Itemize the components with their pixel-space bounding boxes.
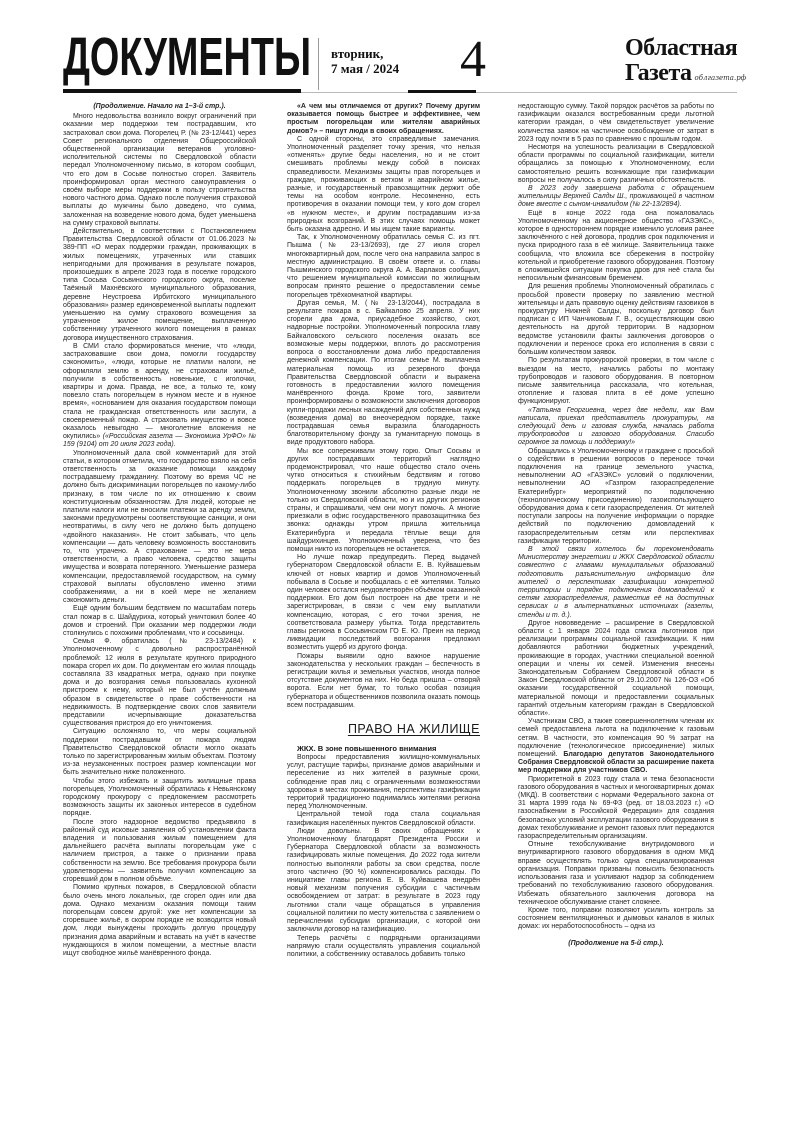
paragraph: Действительно, в соответствии с Постановлением Правительства Свердловской области от 01.06.2023 № 389-ПП «О мерах поддержки граждан, проживающих в жилых помещениях, утраченных или ставших непригодными для проживания в результате пожаров, произошедших в апреле 2023 года в поселке городского типа Сосьва Сосьвинского городского округа, поселке Таёжный Махнёвского муниципального образования, деревне Неустроева Ирбитского муниципального образования» размер единовременной выплаты подлежит уменьшению на сумму страхового возмещения за утраченное жилое помещение, выплаченную собственнику утраченного жилого помещения в рамках договора имущественного страхования. — [63, 228, 256, 342]
header-divider — [318, 38, 319, 90]
paragraph — [518, 718, 714, 775]
paragraph: С одной стороны, это справедливые замечания. Уполномоченный разделяет точку зрения, что нельзя «отменять» другие беды населения, но и не стоит смешивать проблемы между собой в поисках справедливости. Механизмы защиты прав погорельцев и граждан, проживающих в ветхом и аварийном жилье, разные, и государственный правозащитник держит обе темы на особом контроле. Несомненно, есть противоречия в оказании помощи тем, у кого дом сгорел «в нужном месте», и другим пострадавшим из-за природных возгораний. В этих случаях помощь может быть оказана адресно. И мы ищем такие варианты. — [287, 135, 480, 234]
issue-date — [331, 46, 399, 76]
masthead-title: ДОКУМЕНТЫ — [63, 27, 311, 87]
paragraph: Другая семья, М. (№ 23-13/2044), пострадала в результате пожара в с. Байкалово 25 апреля. У них сгорели два дома, приусадебное хозяйство, скот, надворные постройки. Уполномоченный попросила главу Байкаловского сельского поселения оказать все возможные меры поддержки, вплоть до рассмотрения вопроса о восстановлении дома либо предоставления денежной компенсации. По итогам семье М. выплачена материальная помощь из резервного фонда Правительства Свердловской области и выражена готовность в предоставлении жилого помещения манёвренного фонда. Кроме того, заявители проинформированы о возможности заключения договоров купли-продажи лесных насаждений для собственных нужд (возведения дома) во внеочередном порядке, также пострадавшая семья выразила благодарность благотворительному фонду за гуманитарную помощь в виде продуктового набора. — [287, 299, 480, 447]
article-subheading: ЖКХ. В зоне повышенного внимания — [297, 744, 437, 754]
text-run: В СМИ стало формироваться мнение, что «люди, застраховавшие свои дома, помогли государству сэкономить», «люди, которые не платили налоги, не оформляли землю в аренду, не страховали жильё, получили в собственность новенькие, с иголочки, квартиры и дома. Правда, не все, а только те, кому повезло стать погорельцем в нужном месте и в нужное время», «основанием для оказания государством помощи стала не гражданская ответственность или заслуги, а своевременный пожар. А страховать имущество и вовсе оказалось невыгодно — многолетние вложения не окупились» — [63, 342, 256, 441]
paragraph: Люди довольны. В своих обращениях к Уполномоченному благодарят Президента России и Губернатора Свердловской области за возможность газифицировать жилые помещения. До 2022 года жители полностью выполняли работы за свои средства, после этого частично (90 %) компенсировались расходы. По инициативе главы региона Е. В. Куйвашева внедрён новый механизм получения субсидии с частичным освобождением от затрат: в результате в 2023 году льготники стали чаще обращаться в управления социальной политики по месту жительства с заявлением о перечислении субсидии организации, с которой они заключили договор на газификацию. — [287, 827, 480, 934]
paragraph: Обращались к Уполномоченному и граждане с просьбой о содействии в решении вопросов о переносе точки подключения на границе земельного участка, невыполнении АО «ГАЗЭКС» условий о подключении, невыполнении АО «Газпром газораспределение Екатеринбург» мероприятий по подключению (технологическому присоединению) газоиспользующего оборудования дома к сети газораспределения. От жителей поступали запросы на получение информации о порядке действий по подключению домовладений к газораспределительным сетям или перспективах газификации территории. — [518, 447, 714, 545]
page-number: 4 — [460, 31, 486, 88]
paragraph: Для решения проблемы Уполномоченный обратилась с просьбой провести проверку по заявлению местной жительницы и дать правовую оценку действиям газовиков в прокуратуру Нижней Салды, поскольку договор был подписан с ИП Чанчиковым Г. В., осуществляющим свою деятельность на другой территории. В надзорном ведомстве установили факты заключения договоров о подключении и переносе срока его исполнения в связи с большим количеством заявок. — [518, 283, 714, 357]
paragraph: В 2023 году завершена работа с обращением жительницы Верхней Салды Ш., проживающей в частном доме вместе с сыном-инвалидом (№ 22-13/2894). — [518, 185, 714, 209]
paragraph: Центральной темой года стала социальная газификация населённых пунктов Свердловской области. — [287, 811, 480, 827]
text-run: Участникам СВО, а также совершеннолетним членам их семей предоставлена льгота на подключение к газовым сетям. В частности, это компенсация 90 % затрат на подключение (технологическое присоединение) жилых помещений. — [518, 718, 714, 759]
logo-line1: Областная — [625, 35, 738, 61]
text-run: Благодарю депутатов Законодательного Собрания Свердловской области за расширение пакета мер поддержки для участников СВО. — [518, 751, 714, 775]
text-run: («Российская газета — Экономика УрФО» № 159 (9104) от 20 июля 2023 года). — [63, 433, 256, 449]
logo-site-url: облгазета.рф — [694, 74, 747, 82]
page-number-underline — [408, 90, 476, 93]
paragraph: Кроме того, поправки позволяют усилить контроль за состоянием вентиляционных и дымовых каналов в жилых домах: их неработоспособность – одна из — [518, 906, 714, 931]
paragraph: Ситуацию осложняло то, что меры социальной поддержки пострадавшим от пожара людям Правительство Свердловской области могло оказать только по зарегистрированным жилым объектам. Поэтому из-за неузаконенных построек размер компенсации мог быть значительно ниже положенного. — [63, 728, 256, 777]
newspaper-logo — [625, 35, 747, 91]
paragraph: Несмотря на успешность реализации в Свердловской области программы по социальной газификации, жители обращались за помощью к Уполномоченному, если самостоятельно решить возникающие при газификации вопросы не получалось в силу различных обстоятельств. — [518, 144, 714, 184]
paragraph: Ещё в конце 2022 года она пожаловалась Уполномоченному на акционерное общество «ГАЗЭКС», которое в одностороннем порядке изменило условия ранее заключённого с ней договора, продлив срок подключения и пуска природного газа в её жилище. Заявительница также сообщила, что вложила все сбережения в постройку котельной и приобретение газового оборудования. Поэтому в сложившейся ситуации покупка дров для неё стала бы непосильным финансовым бременем. — [518, 209, 714, 283]
paragraph: Мы все сопереживали этому горю. Опыт Сосьвы и других пострадавших территорий наглядно продемонстрировал, что наше общество стало очень чутко относиться к стихийным бедствиям и готово поддержать погорельцев в трудную минуту. Уполномоченному звонили абсолютно разные люди не только из Свердловской области, но и из других регионов страны, и спрашивали, чем они могут помочь. А многие приезжали в офис государственного правозащитника без звонка: однажды утром пришла жительница Екатеринбурга и передала тёплые вещи для шайдурихинцев. Уполномоченный уверена, что без помощи никто из погорельцев не останется. — [287, 447, 480, 553]
paragraph: Много недовольства возникло вокруг ограничений при оказании мер поддержки тем пострадавшим, кто застраховал свои дома. Погорелец Р. (№ 23-12/441) через Совет регионального отделения Общероссийской общественной организации ветеранов уголовно-исполнительной системы по Свердловской области передал Уполномоченному письмо, в котором сообщил, что его дом в Сосьве полностью сгорел. Заявитель проинформировал орган местного самоуправления о своём выборе меры поддержки в пользу строительства нового частного дома. Однако после получения страховой выплаты до мужчины было доведено, что сумма, заложенная на возведение нового дома, будет уменьшена на сумму страховой выплаты. — [63, 113, 256, 227]
issue-weekday: вторник, — [331, 46, 384, 61]
paragraph: Чтобы этого избежать и защитить жилищные права погорельцев, Уполномоченный обратилась к Невьянскому городскому прокурору с предложением рассмотреть возможность защиты их законных интересов в судебном порядке. — [63, 777, 256, 818]
page-header — [63, 26, 747, 92]
paragraph: Вопросы предоставления жилищно-коммунальных услуг, растущие тарифы, признание домов аварийными и переселение из них жителей в разумные сроки, соблюдение прав лиц с ограниченными возможностями здоровья в местах проживания, перспективы газификации территорий традиционно поднимались жителями региона перед Уполномоченным. — [287, 754, 480, 811]
continuation-note-top: (Продолжение. Начало на 1–3-й стр.). — [93, 103, 226, 110]
paragraph: Уполномоченный дала свой комментарий для этой статьи, в котором отметила, что государство взяло на себя ответственность за оказание помощи каждому пострадавшему гражданину. Поэтому во время ЧС не должно быть дискриминации погорельцев по какому-либо признаку, в том числе по их отношению к своим конституционным обязанностям. Для людей, которые не платили налоги или не вносили платежи за аренду земли, законами предусмотрены соответствующие санкции, и они неотвратимы, в силу чего не должно быть допущено «двойного наказания». Не стоит забывать, что цель компенсации — дать человеку возможность восстановить то, что утрачено. А страхование — это не мера ответственности, а право человека, средство защиты имущества и возврата потерянного. Уменьшение размера компенсации, предоставляемой государством, на сумму страховой выплаты обусловлено именно этими соображениями, а ни в коей мере не желанием сэкономить деньги. — [63, 449, 256, 605]
paragraph: После этого надзорное ведомство предъявило в районный суд исковые заявления об установлении факта владения и пользования жилым помещением для дальнейшего расчёта выплаты погорельцам уже с наличием пристроя, а также о признании права собственности на землю. Все требования прокурора были удовлетворены — заявитель получил компенсацию за сгоревший дом в полном объёме. — [63, 818, 256, 884]
paragraph: Приоритетной в 2023 году стала и тема безопасности газового оборудования в частных и многоквартирных домах (МКД). В соответствии с нормами Федерального закона от 31 марта 1999 года № 69-ФЗ (ред. от 18.03.2023 г.) «О газоснабжении в Российской Федерации» для создания безопасных условий эксплуатации газового оборудования в домах техобслуживание и ремонт газовых плит передаются газораспределительным организациям. — [518, 775, 714, 841]
paragraph: Отныне техобслуживание внутридомового и внутриквартирного газового оборудования в одном МКД вправе осуществлять только одна специализированная организация. Поправки призваны повысить безопасность использования газа и усиливают надзор за соблюдением требований по техобслуживанию газового оборудования. Избежать обязательного заключения договора на техническое обслуживание станет сложнее. — [518, 841, 714, 906]
issue-date-value: 7 мая / 2024 — [331, 61, 400, 76]
paragraph: Ещё одним большим бедствием по масштабам потерь стал пожар в с. Шайдуриха, который уничтожил более 40 домов и строений. При оказании мер поддержки люди столкнулись с похожими проблемами, что и сосьвинцы. — [63, 605, 256, 637]
column-1 — [63, 103, 256, 959]
paragraph: В этой связи хотелось бы порекомендовать Министерству энергетики и ЖКХ Свердловской области совместно с главами муниципальных образований подготовить разъяснительную информацию для жителей о перспективах газификации конкретной территории и порядке подключения домовладений к сетям газораспределения, разместив её на доступных сервисах и в альтернативных источниках (газеты, стенды и т. д.). — [518, 545, 714, 619]
paragraph: Другое нововведение – расширение в Свердловской области с 1 января 2024 года списка льготников при реализации программы социальной газификации. К ним добавляются работники бюджетных учреждений, проживающие в городах, участники специальной военной операции и члены их семей. Изменения внесены Законодательным Собранием Свердловской области в Закон Свердловской области от 29.10.2007 № 126-ОЗ «Об оказании государственной социальной помощи, материальной помощи и предоставлении социальных гарантий отдельным категориям граждан в Свердловской области». — [518, 619, 714, 718]
paragraph: недостающую сумму. Такой порядок расчётов за работы по газификации оказался востребованным среди льготной категории граждан, о чём свидетельствует увеличение количества заявок на частичное освобождение от затрат в 2023 году почти в 5 раз по сравнению с прошлым годом. — [518, 103, 714, 143]
paragraph: Пожары выявили одно важное нарушение законодательства у нескольких граждан – беспечность в регистрации жилья и земельных участков, иногда полное отсутствие документов на них. Но беда пришла – отворяй ворота. Если нет бумаг, то только особая позиция губернатора и общественников позволила оказать помощь всем пострадавшим. — [287, 652, 480, 709]
column-3 — [518, 103, 714, 959]
paragraph: По результатам прокурорской проверки, в том числе с выездом на место, начались работы по монтажу трубопроводов и газового оборудования. В повторном письме заявительница рассказала, что котельная, отопление и газовая плита в её доме успешно функционируют. — [518, 357, 714, 406]
masthead-underline — [63, 89, 301, 93]
column-2 — [287, 103, 480, 959]
article-body — [63, 103, 737, 959]
paragraph: Помимо крупных пожаров, в Свердловской области было очень много локальных, где сгорел один или два дома. Однако механизм оказания помощи таким погорельцам совсем другой: уже нет компенсации за сгоревшее жильё, в скором порядке не возводится новый дом, люди вынуждены проходить долгую процедуру признания дома аварийным и вставать на учёт в качестве нуждающихся в жилом помещении, а местные власти ищут свободное жильё манёвренного фонда. — [63, 884, 256, 957]
paragraph: Семья Ф. обратилась (№ 23-13/2484) к Уполномоченному с довольно распространённой проблемой: 12 июля в результате крупного природного пожара сгорел их дом. По документам его жилая площадь составляла 33 квадратных метра, однако при покупке дома и до возгорания семья пользовалась кухонной пристроем к нему, который не был учтён должным образом в свидетельстве о праве собственности на недвижимость. В подтверждение своих слов заявители представили исчерпывающие доказательства существования пристроя до его уничтожения. — [63, 638, 256, 728]
section-heading: ПРАВО НА ЖИЛИЩЕ — [347, 722, 480, 737]
paragraph: Так, к Уполномоченному обратилась семья С. из пгт. Пышма (№ 23-13/2693), где 27 июля сгорел многоквартирный дом, после чего она направила запрос в местную администрацию. В своём ответе и. о. главы Пышминского городского округа А. А. Варлаков сообщил, что решением муниципальной комиссии по жилищным вопросам принято решение о предоставлении семье погорельцев трёхкомнатной квартиры. — [287, 234, 480, 299]
logo-line2: Газета облгазета.рф — [625, 60, 747, 86]
paragraph: Теперь расчёты с подрядными организациями напрямую стали осуществлять управления социальной политики, а собственнику оставалось добавить только — [287, 934, 480, 958]
paragraph: «Татьяна Георгиевна, через две недели, как Вам написала, приехал представитель прокуратуры, на следующий день и газовая служба, началась работа трубопроводов и газового оборудования. Спасибо огромное за помощь и поддержку!» — [518, 406, 714, 447]
paragraph: «А чем мы отличаемся от других? Почему другим оказывается помощь быстрее и эффективнее, чем простым погорельцам или жителям аварийных домов?» – пишут люди в своих обращениях. — [287, 103, 480, 135]
continuation-note-bottom: (Продолжение на 5-й стр.). — [568, 939, 664, 947]
paragraph: Но лучше пожар предупредить. Перед выдачей губернатором Свердловской области Е. В. Куйвашевым ключей от новых квартир и домов Уполномоченный побывала в Сосьве и пообщалась с её жителями. Только один человек остался неудовлетворён объёмом оказанной поддержки. Его дом был построен на две трети и не зарегистрирован, в связи с чем ему выплатили компенсацию, которая, с его точки зрения, не соответствовала размеру убытка. Тогда представитель главы региона в Сосьвинском ГО Е. Ю. Преин на период ликвидации последствий возгорания предложил возместить ущерб из другого фонда. — [287, 554, 480, 652]
paragraph — [63, 343, 256, 450]
